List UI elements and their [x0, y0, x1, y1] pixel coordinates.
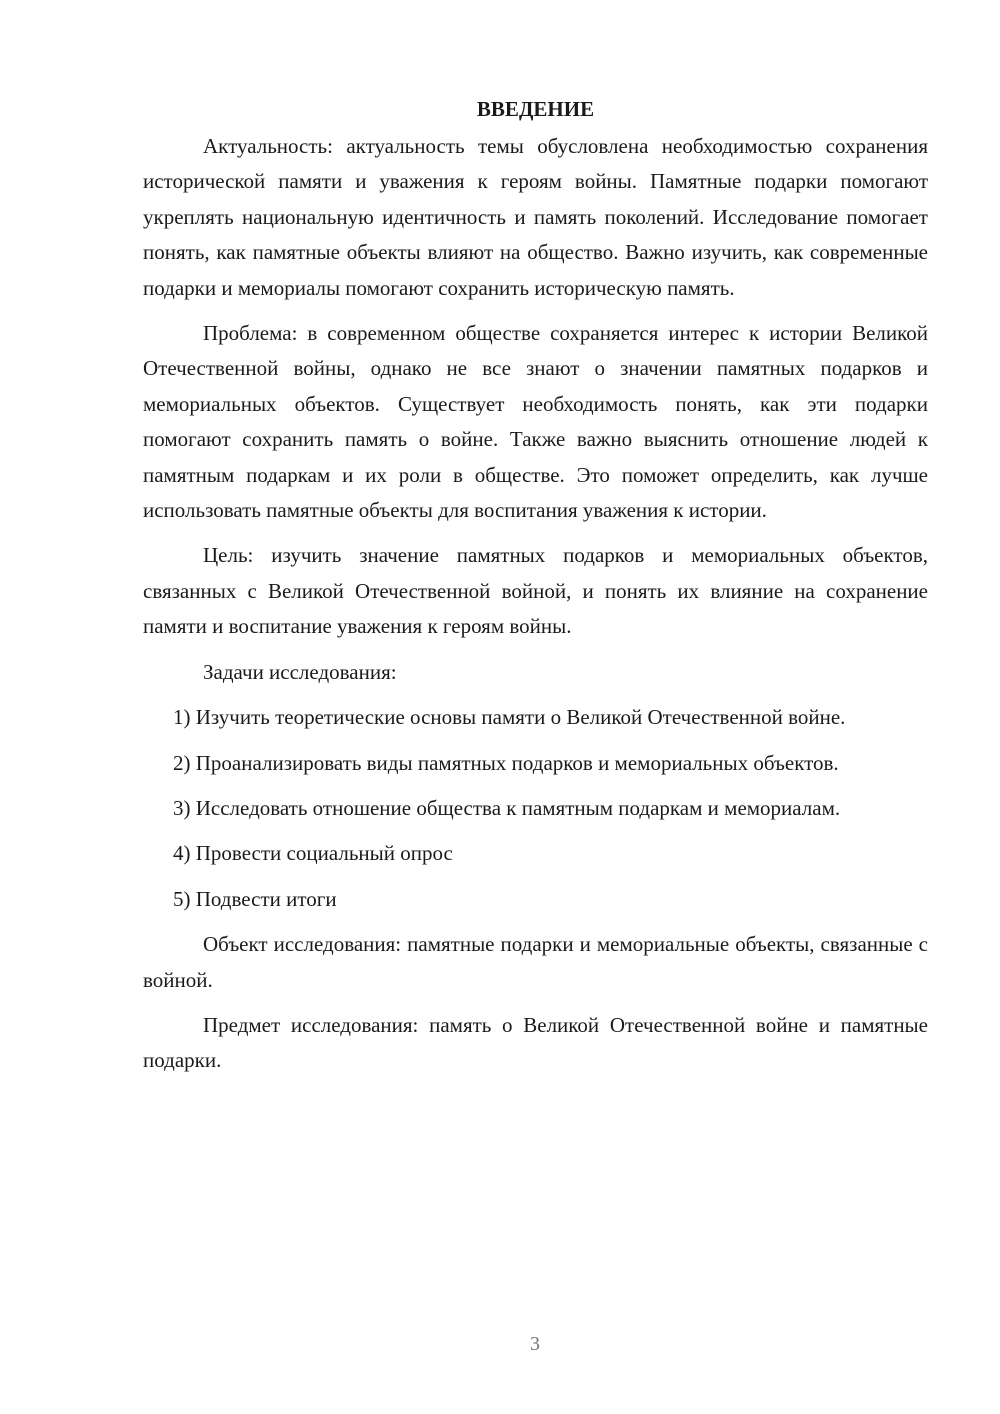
document-page	[143, 92, 928, 1089]
page-number: 3	[530, 1333, 540, 1355]
task-item-2: 2) Проанализировать виды памятных подарков и мемориальных объектов.	[173, 750, 839, 775]
tasks-heading: Задачи исследования:	[203, 659, 397, 684]
research-subject-paragraph: Предмет исследования: память о Великой Отечественной войне и памятные подарки.	[143, 1012, 928, 1073]
task-item-5: 5) Подвести итоги	[173, 886, 337, 911]
relevance-paragraph: Актуальность: актуальность темы обусловлена необходимостью сохранения исторической памяти и уважения к героям войны. Памятные подарки помогают укреплять национальную идентичность и память поколений. Исследование помогает понять, как памятные объекты влияют на общество. Важно изучить, как современные подарки и мемориалы помогают сохранить историческую память.	[143, 134, 928, 300]
task-item-4: 4) Провести социальный опрос	[173, 841, 453, 866]
goal-paragraph: Цель: изучить значение памятных подарков и мемориальных объектов, связанных с Великой Отечественной войной, и понять их влияние на сохранение памяти и воспитание уважения к героям войны.	[143, 543, 928, 639]
problem-paragraph: Проблема: в современном обществе сохраняется интерес к истории Великой Отечественной войны, однако не все знают о значении памятных подарков и мемориальных объектов. Существует необходимость понять, как эти подарки помогают сохранить память о войне. Также важно выяснить отношение людей к памятным подаркам и их роли в обществе. Это поможет определить, как лучше использовать памятные объекты для воспитания уважения к истории.	[143, 321, 928, 523]
task-item-1: 1) Изучить теоретические основы памяти о Великой Отечественной войне.	[173, 705, 846, 730]
section-title: ВВЕДЕНИЕ	[476, 97, 595, 121]
research-object-paragraph: Объект исследования: памятные подарки и мемориальные объекты, связанные с войной.	[143, 932, 928, 992]
task-item-3: 3) Исследовать отношение общества к памятным подаркам и мемориалам.	[173, 795, 841, 820]
